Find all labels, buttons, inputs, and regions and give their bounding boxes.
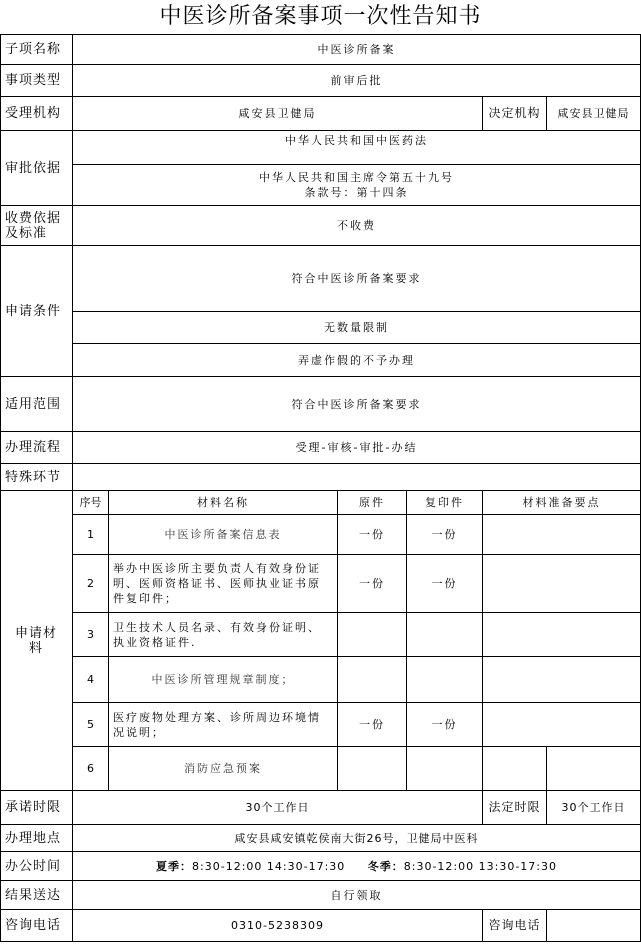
- special-label: 特殊环节: [1, 464, 73, 491]
- row-delivery: [1, 881, 641, 910]
- material-original: 一份: [338, 555, 407, 613]
- material-row: [1, 515, 641, 555]
- type-value: 前审后批: [73, 65, 641, 97]
- scope-value: 符合中医诊所备案要求: [73, 377, 641, 432]
- material-original: [338, 657, 407, 703]
- row-consult: [1, 910, 641, 942]
- material-no: 3: [73, 613, 109, 657]
- consult-label-2: 咨询电话: [483, 910, 547, 942]
- material-copy: [407, 613, 483, 657]
- fee-label-line2: 及标准: [5, 225, 48, 241]
- materials-header-notes: 材料准备要点: [483, 491, 641, 515]
- materials-label-line2: 料: [28, 640, 43, 656]
- material-no: 4: [73, 657, 109, 703]
- condition-item-1: 符合中医诊所备案要求: [73, 246, 641, 312]
- material-notes: [483, 747, 547, 791]
- hours-value: [73, 852, 641, 881]
- material-notes: [483, 703, 641, 747]
- material-name: 医疗废物处理方案、诊所周边环境情况说明；: [109, 703, 338, 747]
- material-no: 2: [73, 555, 109, 613]
- material-copy: [407, 657, 483, 703]
- notice-table: [0, 34, 641, 942]
- row-special: [1, 464, 641, 491]
- row-conditions-1: [1, 246, 641, 312]
- material-copy: [407, 747, 483, 791]
- address-value: 咸安县咸安镇乾侯南大街26号，卫健局中医科: [73, 825, 641, 852]
- material-original: [338, 747, 407, 791]
- materials-header-copy: 复印件: [407, 491, 483, 515]
- address-label: 办理地点: [1, 825, 73, 852]
- material-original: 一份: [338, 703, 407, 747]
- document-title: 中医诊所备案事项一次性告知书: [159, 4, 482, 29]
- delivery-label: 结果送达: [1, 881, 73, 910]
- materials-header-row: [1, 491, 641, 515]
- material-copy: 一份: [407, 515, 483, 555]
- materials-header-original: 原件: [338, 491, 407, 515]
- basis-order: [73, 165, 641, 206]
- material-no: 6: [73, 747, 109, 791]
- material-notes: [483, 613, 641, 657]
- row-conditions-3: [1, 344, 641, 377]
- agency-label: 受理机构: [1, 97, 73, 131]
- fee-label-line1: 收费依据: [5, 210, 62, 226]
- row-hours: [1, 852, 641, 881]
- consult-label: 咨询电话: [1, 910, 73, 942]
- condition-item-3: 弄虚作假的不予办理: [73, 344, 641, 377]
- material-name: 消防应急预案: [109, 747, 338, 791]
- consult-phone: 0310-5238309: [73, 910, 483, 942]
- decide-agency-label: 决定机构: [483, 97, 547, 131]
- conditions-label: 申请条件: [1, 246, 73, 377]
- material-row: [1, 703, 641, 747]
- promise-label: 承诺时限: [1, 791, 73, 825]
- basis-label: 审批依据: [1, 131, 73, 206]
- material-no: 1: [73, 515, 109, 555]
- material-row: [1, 657, 641, 703]
- material-notes-extra: [547, 747, 641, 791]
- material-no: 5: [73, 703, 109, 747]
- row-address: [1, 825, 641, 852]
- row-process: [1, 432, 641, 464]
- materials-label-line1: 申请材: [14, 625, 57, 641]
- summer-label: 夏季：: [156, 859, 193, 873]
- decide-agency-value: 咸安县卫健局: [547, 97, 641, 131]
- basis-order-line2: 条款号：第十四条: [304, 186, 409, 199]
- winter-label: 冬季：: [367, 859, 404, 873]
- material-row: [1, 613, 641, 657]
- material-name: 中医诊所备案信息表: [109, 515, 338, 555]
- condition-item-2: 无数量限制: [73, 312, 641, 344]
- basis-order-line1: 中华人民共和国主席令第五十九号: [259, 171, 455, 184]
- subitem-value: 中医诊所备案: [73, 35, 641, 65]
- process-label: 办理流程: [1, 432, 73, 464]
- winter-hours: 8:30-12:00 13:30-17:30: [403, 859, 558, 873]
- scope-label: 适用范围: [1, 377, 73, 432]
- hours-label: 办公时间: [1, 852, 73, 881]
- material-row: [1, 747, 641, 791]
- agency-value: 咸安县卫健局: [73, 97, 483, 131]
- row-basis-law: [1, 131, 641, 165]
- material-copy: 一份: [407, 555, 483, 613]
- materials-header-no: 序号: [73, 491, 109, 515]
- materials-header-name: 材料名称: [109, 491, 338, 515]
- type-label: 事项类型: [1, 65, 73, 97]
- process-value: 受理-审核-审批-办结: [73, 432, 641, 464]
- row-subitem: [1, 35, 641, 65]
- row-promise: [1, 791, 641, 825]
- row-conditions-2: [1, 312, 641, 344]
- material-original: [338, 613, 407, 657]
- promise-value: 30个工作日: [73, 791, 483, 825]
- basis-law: 中华人民共和国中医药法: [73, 131, 641, 165]
- fee-label: [1, 206, 73, 246]
- material-notes: [483, 657, 641, 703]
- materials-label: [1, 491, 73, 791]
- row-fee: [1, 206, 641, 246]
- summer-hours: 8:30-12:00 14:30-17:30: [192, 859, 346, 873]
- material-row: [1, 555, 641, 613]
- fee-value: 不收费: [73, 206, 641, 246]
- material-name: 中医诊所管理规章制度；: [109, 657, 338, 703]
- material-notes: [483, 515, 641, 555]
- material-name: 卫生技术人员名录、有效身份证明、执业资格证件.: [109, 613, 338, 657]
- legal-limit-value: 30个工作日: [547, 791, 641, 825]
- material-copy: 一份: [407, 703, 483, 747]
- material-notes: [483, 555, 641, 613]
- row-type: [1, 65, 641, 97]
- consult-phone-2: [547, 910, 641, 942]
- delivery-value: 自行领取: [73, 881, 641, 910]
- material-original: 一份: [338, 515, 407, 555]
- row-agency: [1, 97, 641, 131]
- row-basis-order: [1, 165, 641, 206]
- legal-limit-label: 法定时限: [483, 791, 547, 825]
- special-value: [73, 464, 641, 491]
- material-name: 举办中医诊所主要负责人有效身份证明、医师资格证书、医师执业证书原件复印件；: [109, 555, 338, 613]
- subitem-label: 子项名称: [1, 35, 73, 65]
- row-scope: [1, 377, 641, 432]
